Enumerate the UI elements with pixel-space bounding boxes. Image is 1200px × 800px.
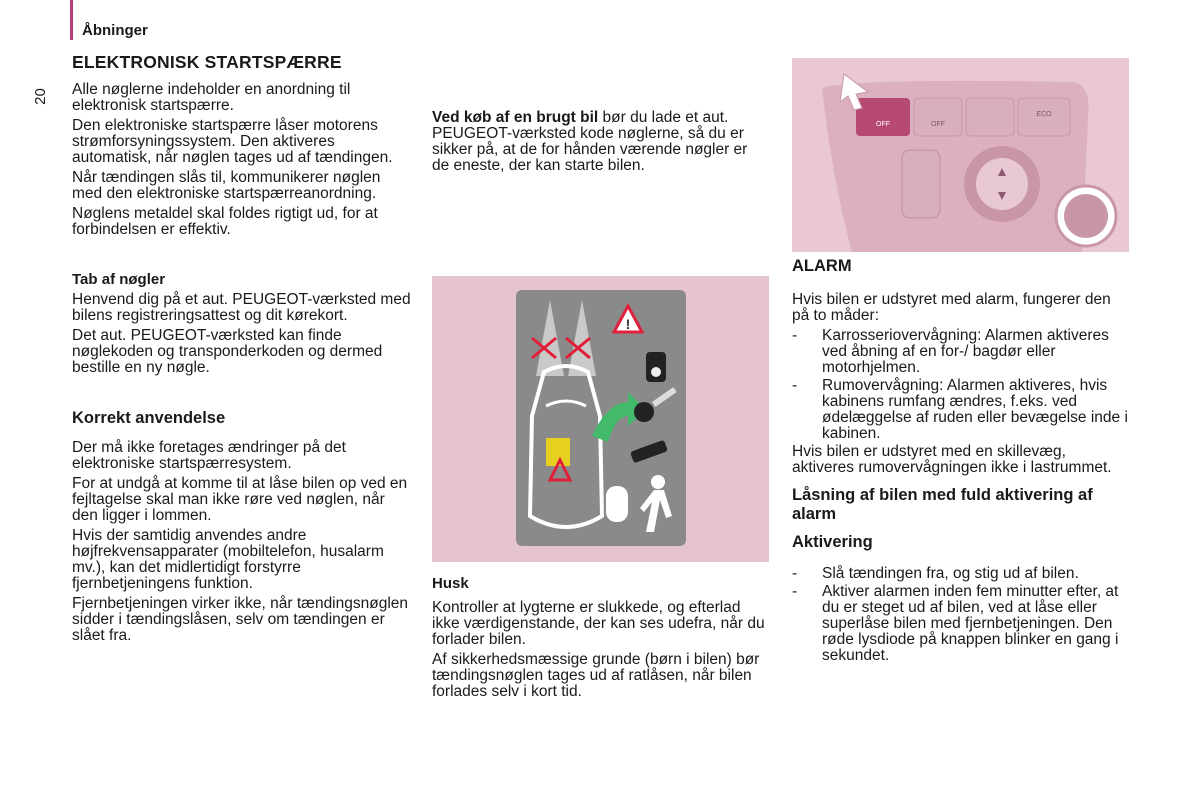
section-accent-bar	[70, 0, 73, 40]
paragraph: Nøglens metaldel skal foldes rigtigt ud, for at forbindelsen er effektiv.	[72, 205, 378, 238]
list-item: - Karrosseriovervågning: Alarmen aktiveres ved åbning af en for-/ bagdør eller motorhjelmen.	[792, 328, 1132, 376]
paragraph: Alle nøglerne indeholder en anordning til elektronisk startspærre.	[72, 81, 351, 114]
svg-text:OFF: OFF	[931, 121, 945, 128]
alarm-modes-list	[792, 328, 1132, 442]
alarm-off-button	[856, 98, 910, 136]
paragraph: Når tændingen slås til, kommunikerer nøglen med den elektroniske startspærreanordning.	[72, 169, 381, 202]
used-car-text: bør du lade et aut. PEUGEOT-værksted kode nøglerne, så du er sikker på, at de for hånden værende nøgler er de eneste, der kan starte bilen.	[432, 109, 748, 174]
list-item: - Slå tændingen fra, og stig ud af bilen.	[792, 566, 1132, 582]
paragraph: Hvis der samtidig anvendes andre højfrekvensapparater (mobiltelefon, husalarm mv.), kan det midlertidigt forstyrre fjernbetjeningens funktion.	[72, 527, 384, 592]
paragraph: Af sikkerhedsmæssige grunde (børn i bilen) bør tændingsnøglen tages ud af ratlåsen, når bilen forlades selv i kort tid.	[432, 651, 760, 700]
paragraph: Den elektroniske startspærre låser motorens strømforsyningssystem. Den aktiveres automatisk, når nøglen tages ud af tændingen.	[72, 117, 393, 166]
used-car-bold: Ved køb af en brugt bil	[432, 109, 599, 126]
heading-lost-keys: Tab af nøgler	[72, 271, 166, 288]
svg-text:OFF: OFF	[876, 121, 890, 128]
column-used-car	[432, 110, 767, 178]
paragraph: Hvis bilen er udstyret med alarm, fungerer den på to måder:	[792, 291, 1111, 324]
section-title: Åbninger	[82, 22, 148, 39]
paragraph: For at undgå at komme til at låse bilen op ved en fejltagelse skal man ikke røre ved nøglen, når den ligger i lommen.	[72, 475, 408, 524]
illustration-dashboard-panel	[792, 58, 1129, 252]
page-number: 20	[31, 88, 49, 105]
paragraph-used-car	[432, 110, 767, 174]
column-immobiliser	[72, 54, 412, 648]
list-item: - Rumovervågning: Alarmen aktiveres, hvis kabinens rumfang ændres, f.eks. ved ødelæggelse af ruden eller bevægelse inde i kabinen.	[792, 378, 1132, 442]
paragraph: Fjernbetjeningen virker ikke, når tændingsnøglen sidder i tændingslåsen, selv om tændingen er slået fra.	[72, 595, 409, 644]
paragraph: Hvis bilen er udstyret med en skillevæg, aktiveres rumovervågningen ikke i lastrummet.	[792, 443, 1112, 476]
heading-alarm: ALARM	[792, 257, 852, 275]
heading-activation: Aktivering	[792, 533, 873, 551]
svg-text:ECO: ECO	[1036, 111, 1052, 118]
list-item: - Aktiver alarmen inden fem minutter efter, at du er steget ud af bilen, ved at låse eller superlåse bilen med fjernbetjeningen. Den røde lysdiode på knappen blinker en gang i sekundet.	[792, 584, 1132, 664]
heading-locking-full-alarm: Låsning af bilen med fuld aktivering af alarm	[792, 486, 1093, 523]
column-remember	[432, 576, 767, 704]
paragraph: Kontroller at lygterne er slukkede, og efterlad ikke værdigenstande, der kan ses udefra, når du forlader bilen.	[432, 599, 765, 648]
child-lock-button	[966, 98, 1014, 136]
svg-text:!: !	[625, 316, 631, 332]
paragraph: Der må ikke foretages ændringer på det elektroniske startspærresystem.	[72, 439, 346, 472]
heading-immobiliser: ELEKTRONISK STARTSPÆRRE	[72, 52, 342, 72]
column-alarm	[792, 258, 1132, 666]
paragraph: Det aut. PEUGEOT-værksted kan finde nøglekoden og transponderkoden og dermed bestille en ny nøgle.	[72, 327, 383, 376]
dashboard-drawing	[792, 58, 1129, 252]
heading-remember: Husk	[432, 575, 469, 592]
paragraph: Henvend dig på et aut. PEUGEOT-værksted med bilens registreringsattest og dit kørekort.	[72, 291, 411, 324]
headlight-adjuster	[902, 150, 940, 218]
activation-steps-list	[792, 566, 1132, 664]
car-items-drawing	[432, 276, 769, 562]
key-icon	[634, 402, 654, 422]
esp-off-button	[914, 98, 962, 136]
lock-icon	[606, 486, 628, 522]
illustration-car-items	[432, 276, 769, 562]
heading-correct-use: Korrekt anvendelse	[72, 409, 226, 427]
